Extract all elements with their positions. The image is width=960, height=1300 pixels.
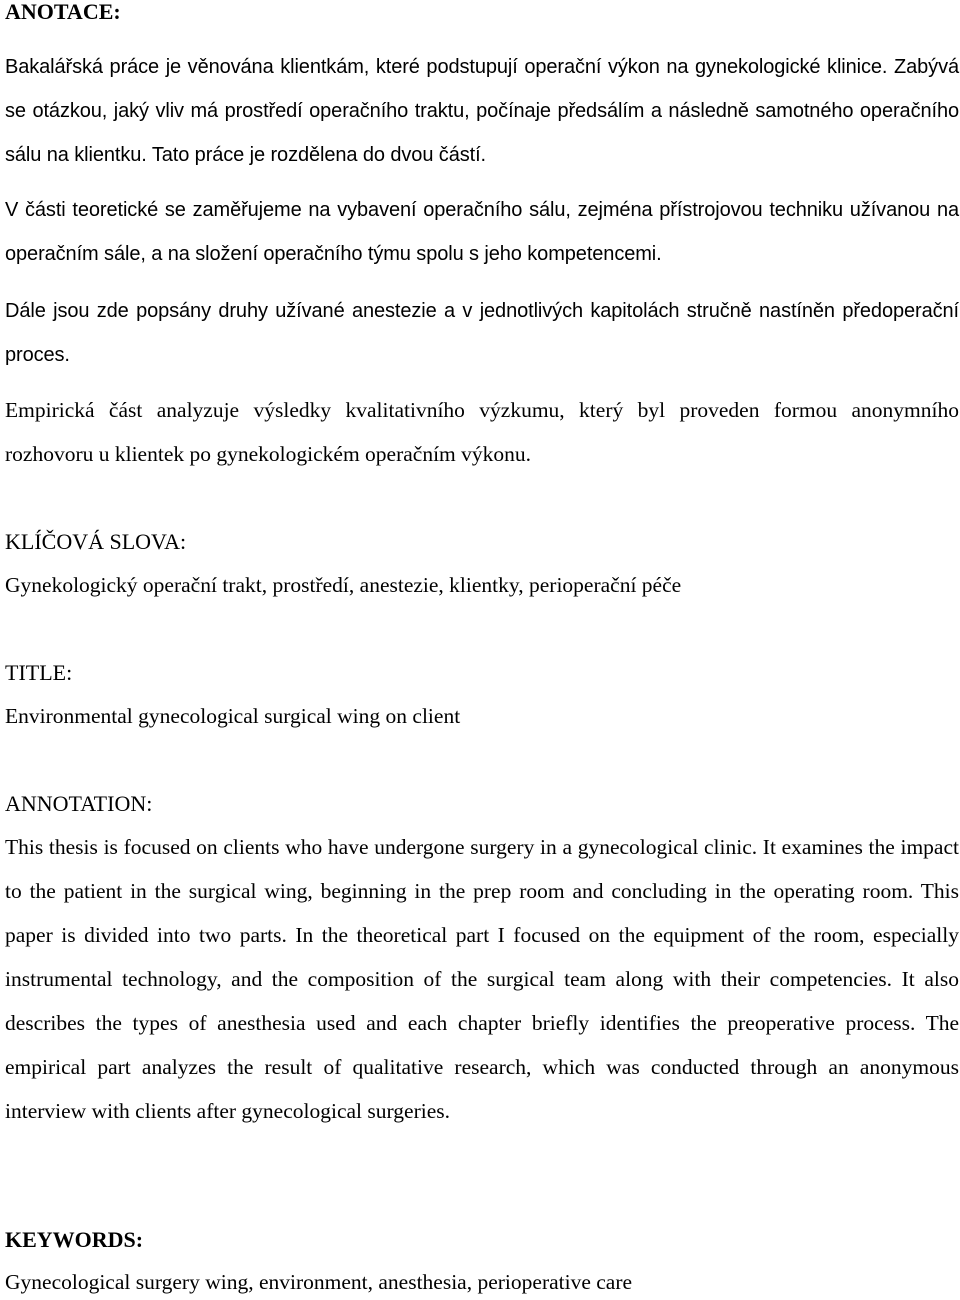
title-heading: TITLE: [5, 660, 73, 685]
annotation-text: This thesis is focused on clients who have undergone surgery in a gynecological clinic. It examines the impact to the patient in the surgical wing, beginning in the prep room and concluding in the operating room. This paper is divided into two parts. In the theoretical part I focused on the equipment of the room, especially instrumental technology, and the composition of the surgical team along with their competencies. It also describes the types of anesthesia used and each chapter briefly identifies the preoperative process. The empirical part analyzes the result of qualitative research, which was conducted through an anonymous interview with clients after gynecological surgeries. [5, 835, 959, 1123]
title-text: Environmental gynecological surgical wing on client [5, 704, 461, 728]
keywords-text: Gynecological surgery wing, environment, anesthesia, perioperative care [5, 1270, 633, 1294]
klicova-slova-heading: KLÍČOVÁ SLOVA: [5, 529, 187, 554]
anotace-paragraph-3: Dále jsou zde popsány druhy užívané anestezie a v jednotlivých kapitolách stručně nastíněn předoperační proces. [5, 300, 959, 366]
annotation-heading: ANNOTATION: [5, 791, 153, 816]
anotace-paragraph-2: V části teoretické se zaměřujeme na vybavení operačního sálu, zejména přístrojovou techniku užívanou na operačním sále, a na složení operačního týmu spolu s jeho kompetencemi. [5, 199, 959, 265]
anotace-heading: ANOTACE: [5, 0, 121, 24]
keywords-heading: KEYWORDS: [5, 1227, 144, 1252]
anotace-paragraph-1: Bakalářská práce je věnována klientkám, které podstupují operační výkon na gynekologické klinice. Zabývá se otázkou, jaký vliv má prostředí operačního traktu, počínaje předsálím a následně samotného operačního sálu na klientku. Tato práce je rozdělena do dvou částí. [5, 56, 959, 166]
klicova-slova-text: Gynekologický operační trakt, prostředí, anestezie, klientky, perioperační péče [5, 573, 682, 597]
anotace-paragraph-4: Empirická část analyzuje výsledky kvalitativního výzkumu, který byl proveden formou anonymního rozhovoru u klientek po gynekologickém operačním výkonu. [5, 398, 959, 466]
